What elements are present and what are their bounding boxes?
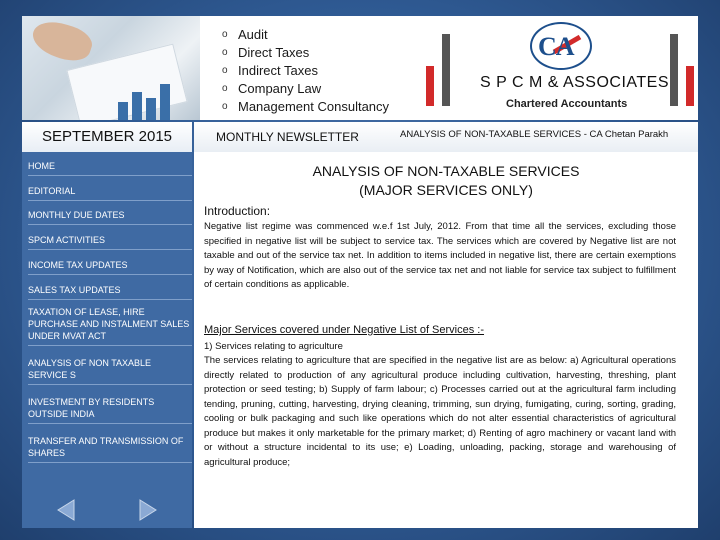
logo-gray-bar-right xyxy=(670,34,678,106)
logo-gray-bar xyxy=(442,34,450,106)
nav-item-home[interactable]: HOME xyxy=(28,160,192,176)
header-banner xyxy=(22,16,698,120)
intro-heading: Introduction: xyxy=(204,204,271,218)
forward-arrow-icon[interactable] xyxy=(132,496,162,524)
nav-item-activities[interactable]: SPCM ACTIVITIES xyxy=(28,234,192,250)
nav-item-editorial[interactable]: EDITORIAL xyxy=(28,185,192,201)
ca-logo-icon: CA xyxy=(530,22,592,70)
article-title: ANALYSIS OF NON-TAXABLE SERVICES (MAJOR SERVICES ONLY) xyxy=(312,163,580,198)
section-heading: ANALYSIS OF NON-TAXABLE SERVICES - CA Chetan Parakh xyxy=(400,129,669,140)
service-item: o Indirect Taxes xyxy=(222,63,318,78)
nav-item-share-transfer[interactable]: TRANSFER AND TRANSMISSION OF SHARES xyxy=(28,435,192,463)
logo-red-bar xyxy=(426,66,434,106)
page-navigation xyxy=(22,492,192,528)
newsletter-label: MONTHLY NEWSLETTER xyxy=(216,130,359,144)
article-panel xyxy=(194,152,698,528)
back-arrow-icon[interactable] xyxy=(52,496,82,524)
bullet-icon: o xyxy=(222,101,228,112)
header-photo xyxy=(22,16,200,120)
firm-tagline: Chartered Accountants xyxy=(506,98,628,110)
bullet-icon: o xyxy=(222,65,228,76)
firm-logo xyxy=(422,16,698,120)
service-item: o Direct Taxes xyxy=(222,45,310,60)
agriculture-heading: 1) Services relating to agriculture xyxy=(204,341,343,352)
nav-item-lease-taxation[interactable]: TAXATION OF LEASE, HIRE PURCHASE AND INSTALMENT SALES UNDER MVAT ACT xyxy=(28,306,192,346)
nav-item-investment[interactable]: INVESTMENT BY RESIDENTS OUTSIDE INDIA xyxy=(28,396,192,424)
nav-item-due-dates[interactable]: MONTHLY DUE DATES xyxy=(28,209,192,225)
firm-name: S P C M & ASSOCIATES xyxy=(480,74,670,91)
services-list xyxy=(222,26,389,116)
nav-item-sales-tax[interactable]: SALES TAX UPDATES xyxy=(28,284,192,300)
nav-item-non-taxable[interactable]: ANALYSIS OF NON TAXABLE SERVICE S xyxy=(28,357,192,385)
agriculture-paragraph: The services relating to agriculture that are specified in the negative list are as below: a) Agricultural operations directly related to production of any agricultural produce including cultivation, harvesting, threshing, plant protection or seed testing; b) Supply of farm labour; c) Processes carried out at the agricultural farm including tending, pruning, cutting, harvesting, drying cleaning, trimming, sun drying, fumigating, curing, sorting, grading, cooling or bulk packaging and such like operations which do not alter essential characteristics of agricultural produce but makes it only marketable for the primary market; d) Renting of agro machinery or vacant land with or without a structure incidental to its use; e) Loading, unloading, packing, storage and warehousing of agricultural produce; xyxy=(204,355,676,468)
nav-item-income-tax[interactable]: INCOME TAX UPDATES xyxy=(28,259,192,275)
service-item: o Management Consultancy xyxy=(222,99,390,114)
service-item: o Audit xyxy=(222,27,268,42)
intro-paragraph: Negative list regime was commenced w.e.f 1st July, 2012. From that time all the services, excluding those specified in negative list will be subject to service tax. The services which are covered by Negative list are not taxable and out of the service tax net. In addition to items included in negative list, there are certain exemptions by way of Notification, which are also out of the service tax net and not liable for service tax subject to fulfillment of certain conditions as applicable. xyxy=(204,221,676,290)
service-item: o Company Law xyxy=(222,81,322,96)
bullet-icon: o xyxy=(222,47,228,58)
newsletter-bar xyxy=(194,122,698,152)
bullet-icon: o xyxy=(222,29,228,40)
sidebar-nav xyxy=(22,152,192,528)
edition-date: SEPTEMBER 2015 xyxy=(22,122,192,152)
major-services-heading: Major Services covered under Negative List of Services :- xyxy=(204,324,485,336)
bullet-icon: o xyxy=(222,83,228,94)
logo-red-bar-right xyxy=(686,66,694,106)
